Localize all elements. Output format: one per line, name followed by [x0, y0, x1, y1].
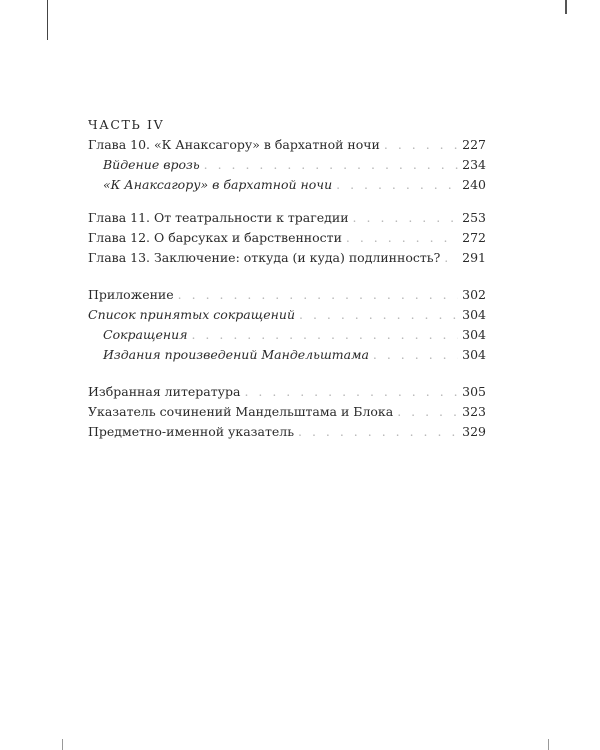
toc-entry-title: Список принятых сокращений	[88, 307, 295, 322]
toc-entry-page: 291	[462, 250, 486, 265]
leader-dots	[444, 248, 458, 268]
toc-entry-title: Глава 10. «К Анаксагору» в бархатной ночи	[88, 137, 380, 152]
toc-entry-page: 253	[462, 210, 486, 225]
leader-dots	[244, 382, 458, 402]
toc-entry-page: 234	[462, 157, 486, 172]
toc-entry-page: 304	[462, 307, 486, 322]
leader-dots	[178, 285, 458, 305]
toc-subentry-abbreviations	[88, 325, 486, 345]
toc-entry-page: 227	[462, 137, 486, 152]
leader-dots	[353, 208, 459, 228]
part-heading: ЧАСТЬ IV	[88, 117, 165, 132]
toc-entry-page: 323	[462, 404, 486, 419]
spacer	[88, 268, 486, 285]
toc-entry-chapter-13	[88, 248, 486, 268]
toc-entry-chapter-10	[88, 135, 486, 155]
table-of-contents	[88, 115, 486, 442]
toc-entry-title: Избранная литература	[88, 384, 241, 399]
crop-mark-top-right	[565, 0, 567, 14]
toc-entry-chapter-11	[88, 208, 486, 228]
leader-dots	[384, 135, 458, 155]
toc-entry-page: 302	[462, 287, 486, 302]
toc-entry-works-index	[88, 402, 486, 422]
crop-mark-bottom-right	[548, 739, 549, 750]
toc-entry-bibliography	[88, 382, 486, 402]
toc-entry-title: Предметно-именной указатель	[88, 424, 295, 439]
toc-entry-title: Вйдение врозь	[103, 157, 200, 172]
spacer	[88, 195, 486, 208]
toc-entry-title: Глава 13. Заключение: откуда (и куда) подлинность?	[88, 250, 441, 265]
leader-dots	[397, 402, 458, 422]
toc-subentry-videnie-vroz	[88, 155, 486, 175]
crop-mark-top-left	[47, 0, 48, 40]
leader-dots	[299, 305, 458, 325]
toc-entry-appendix	[88, 285, 486, 305]
toc-subentry-k-anaksagoru	[88, 175, 486, 195]
crop-mark-bottom-left	[62, 739, 63, 750]
toc-entry-title: «К Анаксагору» в бархатной ночи	[103, 177, 333, 192]
toc-entry-title: Сокращения	[103, 327, 188, 342]
toc-entry-page: 272	[462, 230, 486, 245]
toc-entry-page: 304	[462, 327, 486, 342]
toc-entry-abbreviations-list	[88, 305, 486, 325]
spacer	[88, 365, 486, 382]
toc-entry-page: 305	[462, 384, 486, 399]
toc-entry-title: Глава 12. О барсуках и барственности	[88, 230, 342, 245]
leader-dots	[336, 175, 458, 195]
toc-entry-title: Указатель сочинений Мандельштама и Блока	[88, 404, 394, 419]
leader-dots	[346, 228, 458, 248]
leader-dots	[298, 422, 458, 442]
toc-entry-title: Глава 11. От театральности к трагедии	[88, 210, 349, 225]
toc-entry-title: Издания произведений Мандельштама	[103, 347, 369, 362]
leader-dots	[373, 345, 458, 365]
toc-entry-chapter-12	[88, 228, 486, 248]
leader-dots	[204, 155, 459, 175]
leader-dots	[191, 325, 458, 345]
toc-entry-subject-index	[88, 422, 486, 442]
toc-entry-page: 329	[462, 424, 486, 439]
toc-subentry-mandelstam-editions	[88, 345, 486, 365]
toc-entry-title: Приложение	[88, 287, 174, 302]
toc-entry-page: 304	[462, 347, 486, 362]
toc-entry-page: 240	[462, 177, 486, 192]
